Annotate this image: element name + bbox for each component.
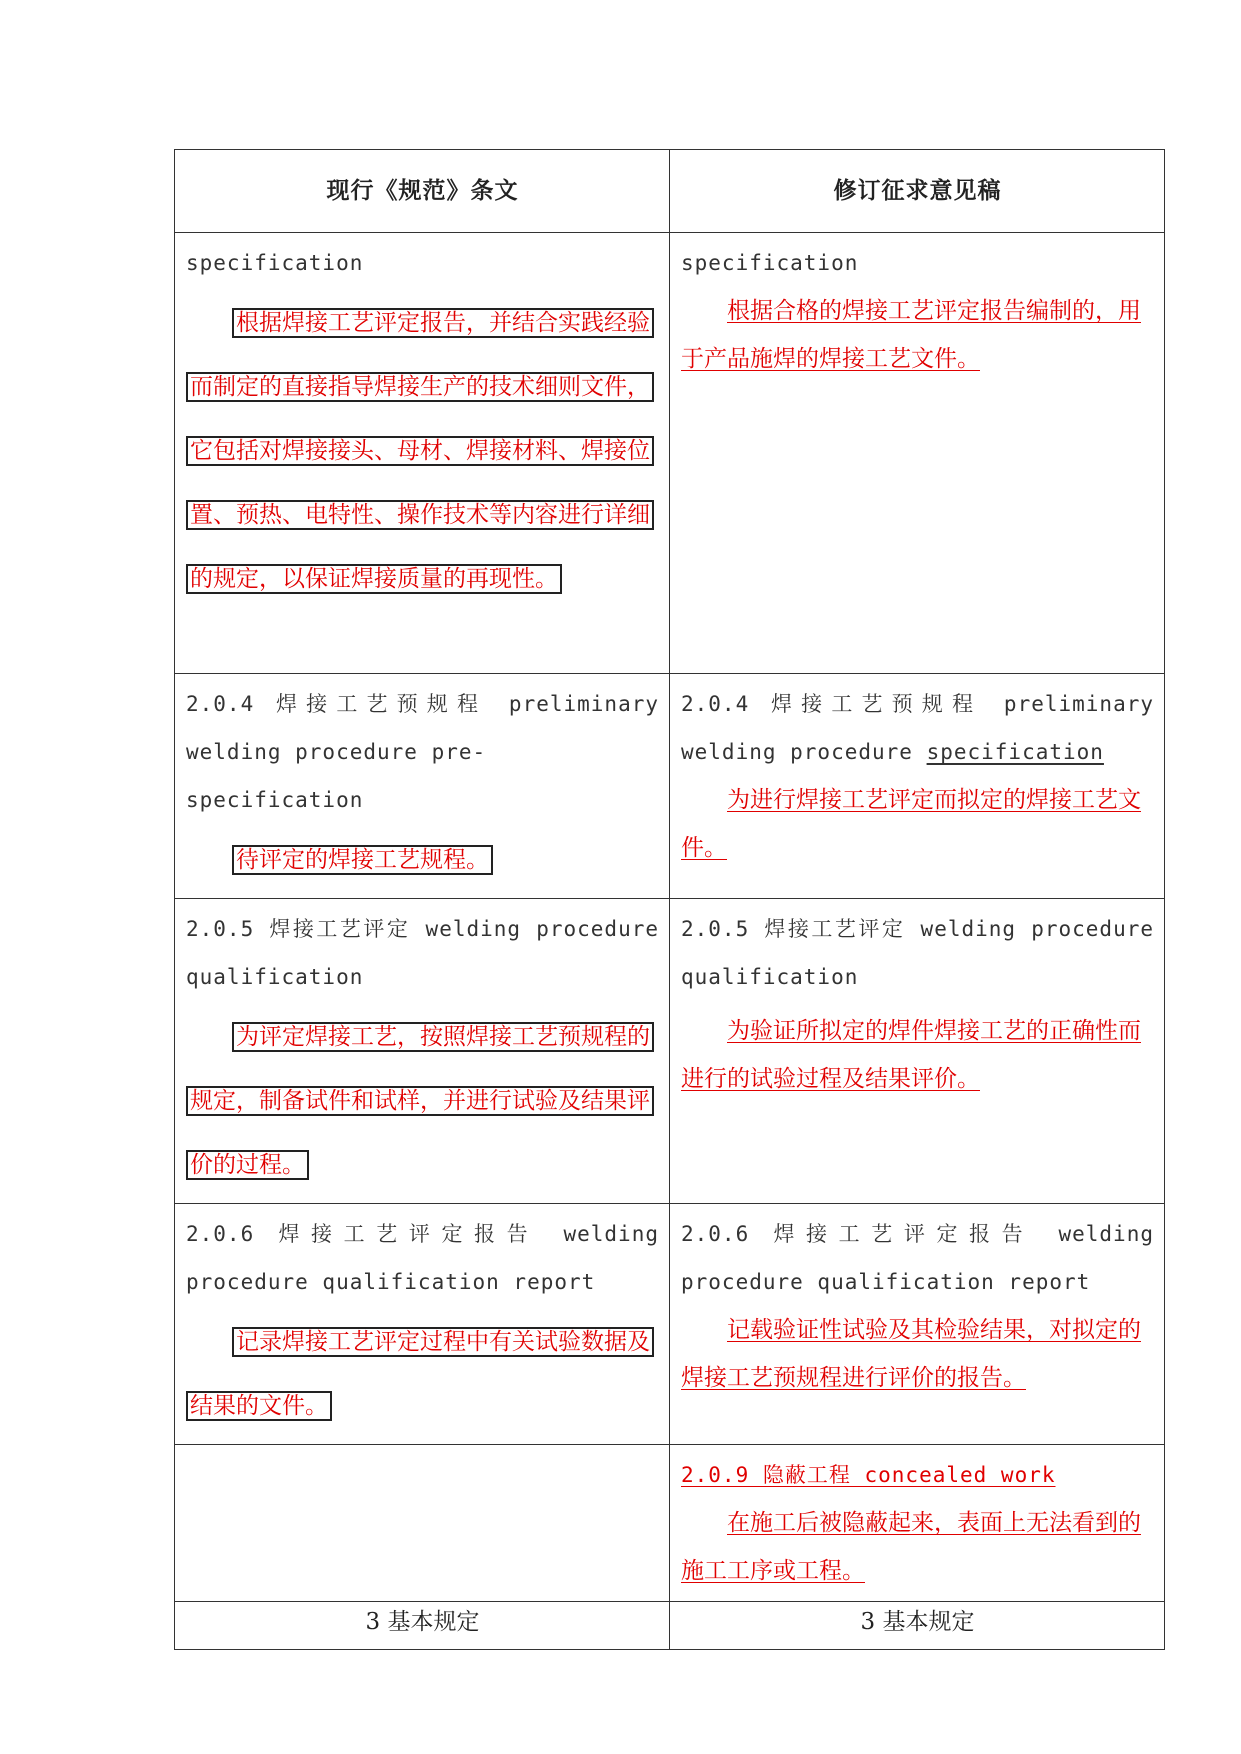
current-cell xyxy=(175,1204,670,1445)
term-en: procedure qualification report xyxy=(681,1270,1091,1294)
inserted-text: 为验证所拟定的焊件焊接工艺的正确性而进行的试验过程及结果评价。 xyxy=(681,1018,1141,1092)
deleted-text: 为评定焊接工艺，按照焊接工艺预规程的规定，制备试件和试样，并进行试验及结果评价的过程。 xyxy=(186,1022,654,1180)
definition-old xyxy=(186,291,659,611)
revision-cell xyxy=(670,233,1165,674)
clause-heading: 2.0.5 焊接工艺评定 welding procedure xyxy=(681,917,1154,941)
current-cell xyxy=(175,674,670,899)
current-cell xyxy=(175,233,670,674)
term-prefix: welding procedure xyxy=(681,740,927,764)
table-row xyxy=(175,1445,1165,1602)
term-changed: specification xyxy=(926,740,1104,764)
clause-heading: 2.0.4 焊接工艺预规程 preliminary xyxy=(681,692,1154,716)
term-en: qualification xyxy=(681,965,859,989)
clause-heading: 2.0.6 焊接工艺评定报告 welding xyxy=(681,1222,1154,1246)
term-en: qualification xyxy=(186,965,364,989)
definition-old xyxy=(186,828,659,892)
revision-cell xyxy=(670,899,1165,1204)
revision-cell xyxy=(670,1445,1165,1602)
clause-heading: 2.0.4 焊接工艺预规程 preliminary xyxy=(186,692,659,716)
table-row xyxy=(175,1204,1165,1445)
inserted-text: 记载验证性试验及其检验结果，对拟定的焊接工艺预规程进行评价的报告。 xyxy=(681,1317,1141,1391)
table-row xyxy=(175,233,1165,674)
term-en: specification xyxy=(681,251,859,275)
table-row xyxy=(175,1602,1165,1650)
inserted-text: 根据合格的焊接工艺评定报告编制的，用于产品施焊的焊接工艺文件。 xyxy=(681,298,1141,372)
current-cell-empty xyxy=(175,1445,670,1602)
revision-cell xyxy=(670,1204,1165,1445)
header-revision-draft: 修订征求意见稿 xyxy=(670,150,1165,233)
definition-new xyxy=(681,1007,1154,1103)
inserted-text: 在施工后被隐蔽起来，表面上无法看到的施工工序或工程。 xyxy=(681,1510,1141,1584)
header-current-spec: 现行《规范》条文 xyxy=(175,150,670,233)
clause-heading: 2.0.6 焊接工艺评定报告 welding xyxy=(186,1222,659,1246)
table-row xyxy=(175,674,1165,899)
chapter-title: 3 基本规定 xyxy=(670,1602,1165,1650)
inserted-text: 为进行焊接工艺评定而拟定的焊接工艺文件。 xyxy=(681,787,1141,861)
term-en: procedure qualification report xyxy=(186,1270,596,1294)
table-header-row xyxy=(175,150,1165,233)
definition-new xyxy=(681,1499,1154,1595)
table-row xyxy=(175,899,1165,1204)
revision-cell xyxy=(670,674,1165,899)
definition-new xyxy=(681,776,1154,872)
definition-old xyxy=(186,1005,659,1197)
term-en xyxy=(681,728,1154,776)
term-en: specification xyxy=(186,251,364,275)
clause-heading: 2.0.9 隐蔽工程 concealed work xyxy=(681,1463,1056,1487)
definition-new xyxy=(681,1306,1154,1402)
definition-new xyxy=(681,287,1154,383)
comparison-table xyxy=(174,149,1165,1650)
deleted-text: 记录焊接工艺评定过程中有关试验数据及结果的文件。 xyxy=(186,1327,654,1421)
term-en: welding procedure pre-specification xyxy=(186,740,487,812)
clause-heading: 2.0.5 焊接工艺评定 welding procedure xyxy=(186,917,659,941)
deleted-text: 待评定的焊接工艺规程。 xyxy=(232,845,493,875)
definition-old xyxy=(186,1310,659,1438)
current-cell xyxy=(175,899,670,1204)
chapter-title: 3 基本规定 xyxy=(175,1602,670,1650)
deleted-text: 根据焊接工艺评定报告，并结合实践经验而制定的直接指导焊接生产的技术细则文件，它包括对焊接接头、母材、焊接材料、焊接位置、预热、电特性、操作技术等内容进行详细的规定，以保证焊接质量的再现性。 xyxy=(186,308,654,594)
